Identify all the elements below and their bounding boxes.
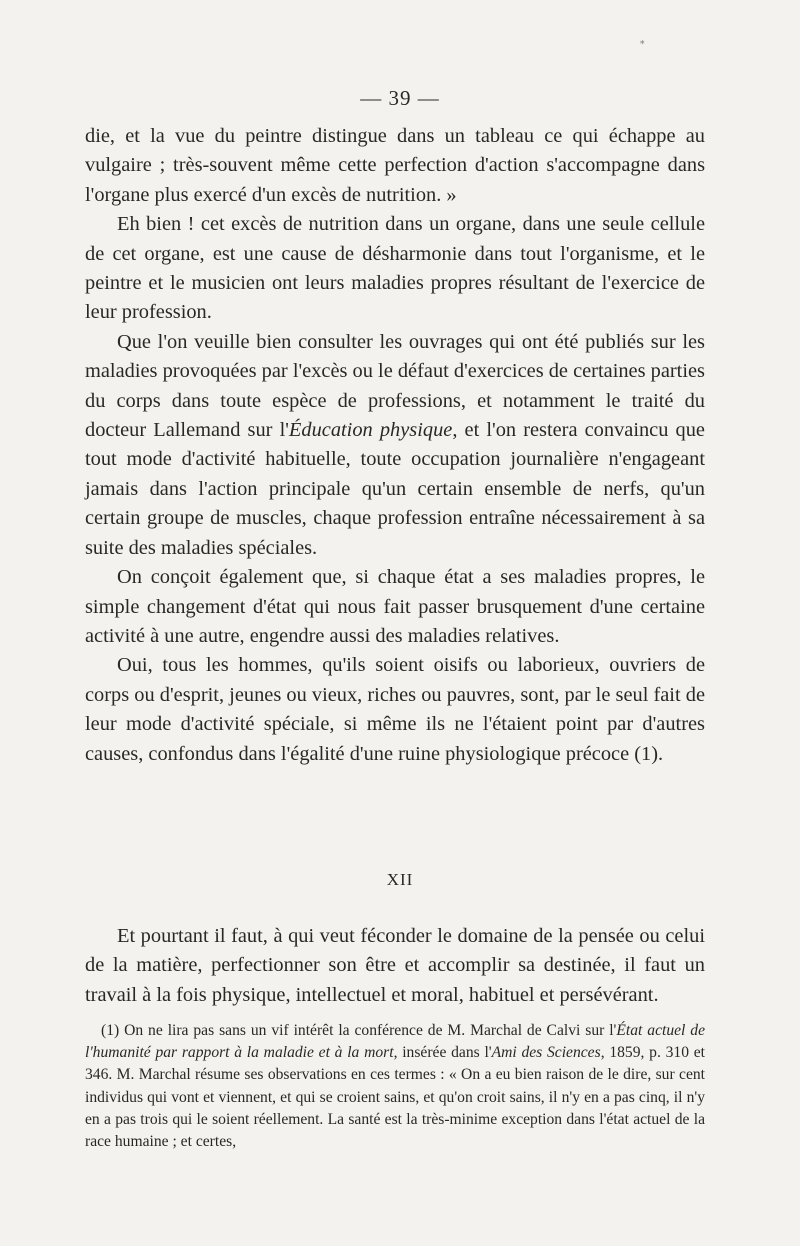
- footnote-title: État actuel de l'humanité par rapport à la maladie et à la mort: [85, 1022, 706, 1062]
- body-text: [85, 122, 705, 769]
- paragraph: On conçoit également que, si chaque état a ses maladies propres, le simple changement d'état qui nous fait passer brusquement d'une certaine activité à une autre, engendre aussi des maladies relatives.: [85, 566, 705, 647]
- footnote: [85, 1020, 705, 1153]
- section-text: [85, 922, 705, 1010]
- footnote-part: , 1859, p. 310 et 346. M. Marchal résume ses observations en ces termes : « On a eu bien raison de le dire, sur cent individus qui vont et viennent, et qui se croient sains, et qu'on croit sains, il n'y en a pas cinq, il n'y en a pas trois qui le soient réellement. La santé est la très-minime exception dans l'état actuel de la race humaine ; et certes,: [85, 1044, 706, 1151]
- footnote-journal: Ami des Sciences: [491, 1044, 601, 1062]
- paragraph: Oui, tous les hommes, qu'ils soient oisifs ou laborieux, ouvriers de corps ou d'esprit, jeunes ou vieux, riches ou pauvres, sont, par le seul fait de leur mode d'activité spéciale, si même ils ne l'étaient point par d'autres causes, confondus dans l'égalité d'une ruine physiologique précoce (1).: [85, 654, 705, 765]
- paragraph: Eh bien ! cet excès de nutrition dans un organe, dans une seule cellule de cet organe, est une cause de désharmonie dans tout l'organisme, et le peintre et le musicien ont leurs maladies propres résultant de l'exercice de leur profession.: [85, 213, 705, 324]
- footnote-text: [85, 1020, 705, 1153]
- paragraph-text: Que l'on veuille bien consulter les ouvrages qui ont été publiés sur les maladies provoquées par l'excès ou le défaut d'exercices de certaines parties du corps dans toute espèce de professions, et notamment le traité du docteur Lallemand sur l': [85, 330, 705, 442]
- footnote-part: (1) On ne lira pas sans un vif intérêt la conférence de M. Marchal de Calvi sur l': [101, 1022, 617, 1039]
- footnote-part: , insérée dans l': [393, 1044, 492, 1062]
- paragraph: Et pourtant il faut, à qui veut féconder le domaine de la pensée ou celui de la matière, perfectionner son être et accomplir sa destinée, il faut un travail à la fois physique, intellectuel et moral, habituel et persévérant.: [85, 925, 705, 1006]
- paragraph-continuation: die, et la vue du peintre distingue dans un tableau ce qui échappe au vulgaire ; très-souvent même cette perfection d'action s'accompagne dans l'organe plus exercé d'un excès de nutrition. »: [85, 125, 705, 206]
- paragraph: [85, 328, 705, 563]
- page-number: — 39 —: [360, 86, 440, 110]
- corner-mark: *: [640, 40, 645, 50]
- section-heading: XII: [386, 870, 414, 889]
- book-title: Éducation physique: [288, 419, 453, 442]
- paragraph-text: , et l'on restera convaincu que tout mode d'activité habituelle, toute occupation journalière n'engageant jamais dans l'action principale qu'un certain ensemble de nerfs, qu'un certain groupe de muscles, chaque profession entraîne nécessairement à sa suite des maladies spéciales.: [85, 419, 705, 559]
